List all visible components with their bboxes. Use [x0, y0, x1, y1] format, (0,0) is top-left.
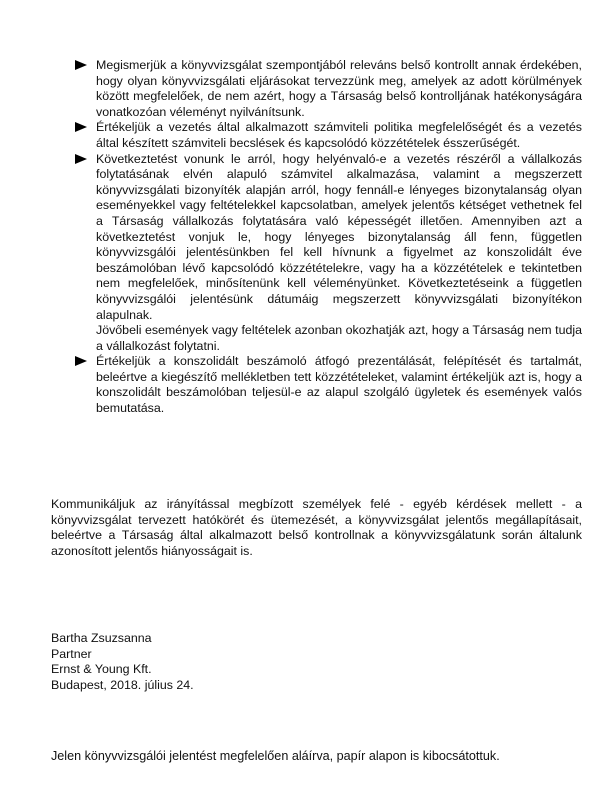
company-name: Ernst & Young Kft. — [51, 662, 152, 677]
triangle-bullet-icon — [74, 120, 96, 136]
bullet-text — [96, 120, 582, 151]
bullet-text — [96, 58, 582, 120]
communication-paragraph: Kommunikáljuk az irányítással megbízott személyek felé - egyéb kérdések mellett - a könyvvizsgálat tervezett hatókörét és ütemezését, a könyvvizsgálat jelentős megállapításait, beleértve a Társaság által alkalmazott belső kontrollnak a könyvvizsgálatunk során általunk azonosított jelentős hiányosságait is. — [51, 497, 582, 558]
bullet-paragraph: Megismerjük a könyvvizsgálat szempontjából releváns belső kontrollt annak érdekében, hogy olyan könyvvizsgálati eljárásokat tervezzünk meg, amelyek az adott körülmények között megfelelőek, de nem azért, hogy a Társaság belső kontrolljának hatékonyságára vonatkozóan véleményt nyilvánítsunk. — [96, 58, 582, 119]
bullet-item — [74, 58, 582, 120]
signatory-name: Bartha Zsuzsanna — [51, 631, 152, 645]
bullet-paragraph: Következtetést vonunk le arról, hogy helyénvaló-e a vezetés részéről a vállalkozás folytatásának elvén alapuló számvitel alkalmazása, valamint a megszerzett könyvvizsgálati bizonyíték alapján arról, hogy fennáll-e lényeges bizonytalanság olyan eseményekkel vagy feltételekkel kapcsolatban, amelyek jelentős kétséget vethetnek fel a Társaság vállalkozás folytatására való képességét illetően. Amennyiben azt a következtetést vonjuk le, hogy lényeges bizonytalanság áll fenn, független könyvvizsgálói jelentésünkben fel kell hívnunk a figyelmet az konszolidált éve beszámolóban lévő kapcsolódó közzétételekre, vagy ha a közzétételek e tekintetben nem megfelelőek, minősítenünk kell véleményünket. Következtetéseink a független könyvvizsgálói jelentésünk dátumáig megszerzett könyvvizsgálati bizonyítékon alapulnak. — [96, 151, 582, 322]
bullet-item — [74, 152, 582, 355]
bullet-text — [96, 354, 582, 416]
bullet-paragraph: Értékeljük a vezetés által alkalmazott számviteli politika megfelelőségét és a vezetés által készített számviteli becslések és kapcsolódó közzétételek ésszerűségét. — [96, 120, 582, 150]
bullet-text — [96, 152, 582, 355]
signature-block — [51, 631, 194, 693]
bullet-item — [74, 120, 582, 151]
bullet-paragraph: Értékeljük a konszolidált beszámoló átfogó prezentálását, felépítését és tartalmát, beleértve a kiegészítő mellékletben tett közzétételeket, valamint értékeljük azt is, hogy a konszolidált beszámolóban teljesül-e az alapul szolgáló ügyletek és események valós bemutatása. — [96, 354, 582, 416]
footer-note: Jelen könyvvizsgálói jelentést megfelelően aláírva, papír alapon is kibocsátottuk. — [51, 749, 500, 763]
triangle-bullet-icon — [74, 58, 96, 74]
triangle-bullet-icon — [74, 152, 96, 168]
bullet-paragraph: Jövőbeli események vagy feltételek azonban okozhatják azt, hogy a Társaság nem tudja a vállalkozást folytatni. — [96, 323, 582, 353]
bullet-list — [74, 58, 582, 417]
signatory-role: Partner — [51, 646, 92, 661]
triangle-bullet-icon — [74, 354, 96, 370]
bullet-item — [74, 354, 582, 416]
place-date: Budapest, 2018. július 24. — [51, 677, 194, 692]
